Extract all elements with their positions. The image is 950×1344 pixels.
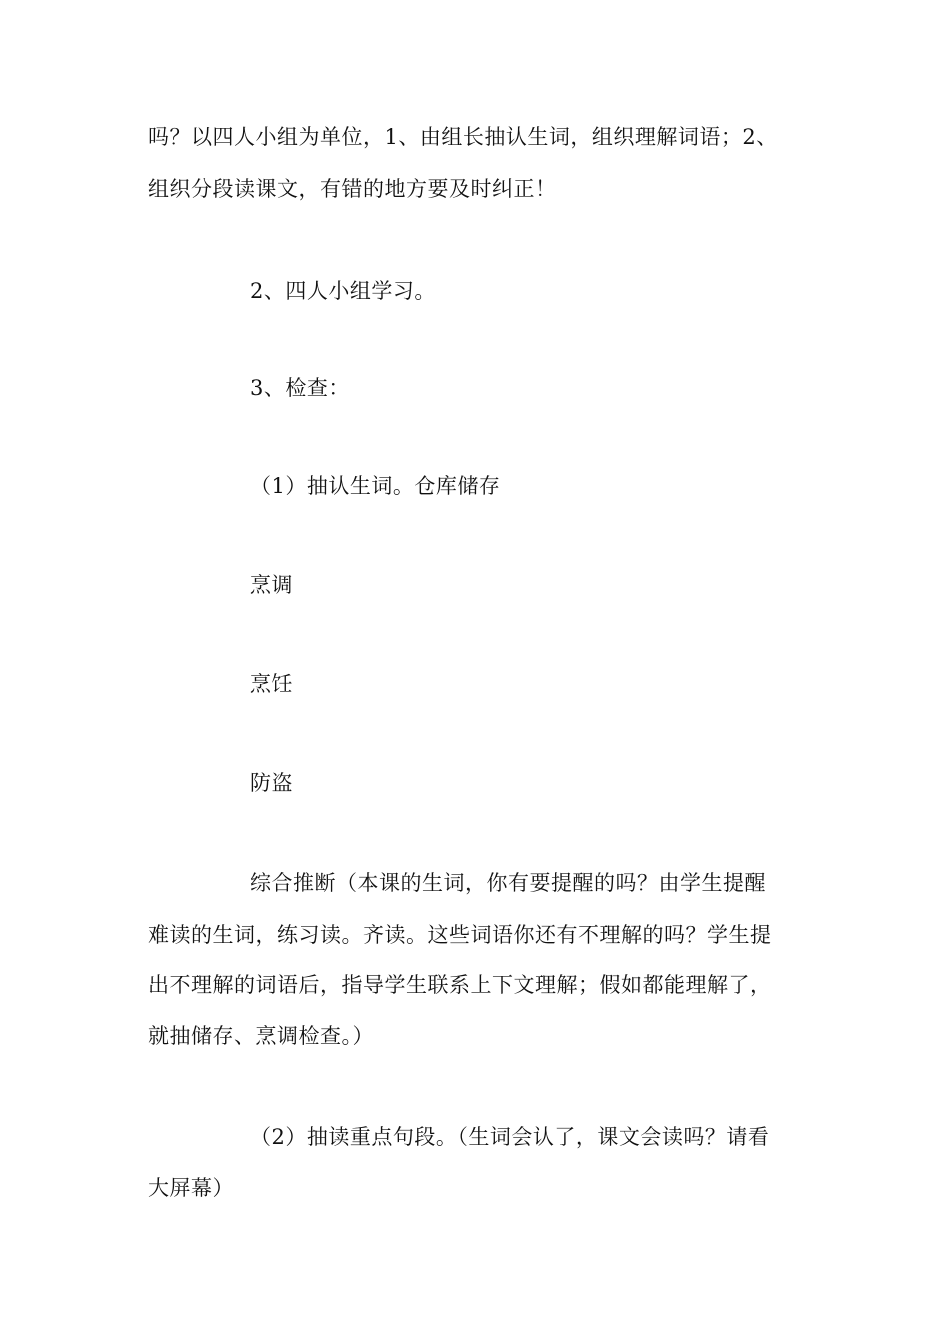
- paragraph-line: 难读的生词，练习读。齐读。这些词语你还有不理解的吗？学生提: [148, 923, 772, 947]
- paragraph-line: 综合推断（本课的生词，你有要提醒的吗？由学生提醒: [250, 871, 766, 895]
- paragraph-line: 出不理解的词语后，指导学生联系上下文理解；假如都能理解了，: [148, 973, 772, 997]
- sub-step-line: （2）抽读重点句段。（生词会认了，课文会读吗？请看: [250, 1125, 770, 1149]
- paragraph-line: 组织分段读课文，有错的地方要及时纠正！: [148, 177, 557, 201]
- vocabulary-word: 烹饪: [250, 672, 293, 696]
- step-heading: 3、检查：: [250, 376, 350, 400]
- step-heading: 2、四人小组学习。: [250, 279, 436, 303]
- sub-step-line: （1）抽认生词。仓库储存: [250, 474, 501, 498]
- vocabulary-word: 防盗: [250, 771, 293, 795]
- paragraph-line: 就抽储存、烹调检查。）: [148, 1024, 374, 1048]
- paragraph-line: 大屏幕）: [148, 1176, 234, 1200]
- paragraph-line: 吗？以四人小组为单位，1、由组长抽认生词，组织理解词语；2、: [148, 125, 778, 149]
- vocabulary-word: 烹调: [250, 573, 293, 597]
